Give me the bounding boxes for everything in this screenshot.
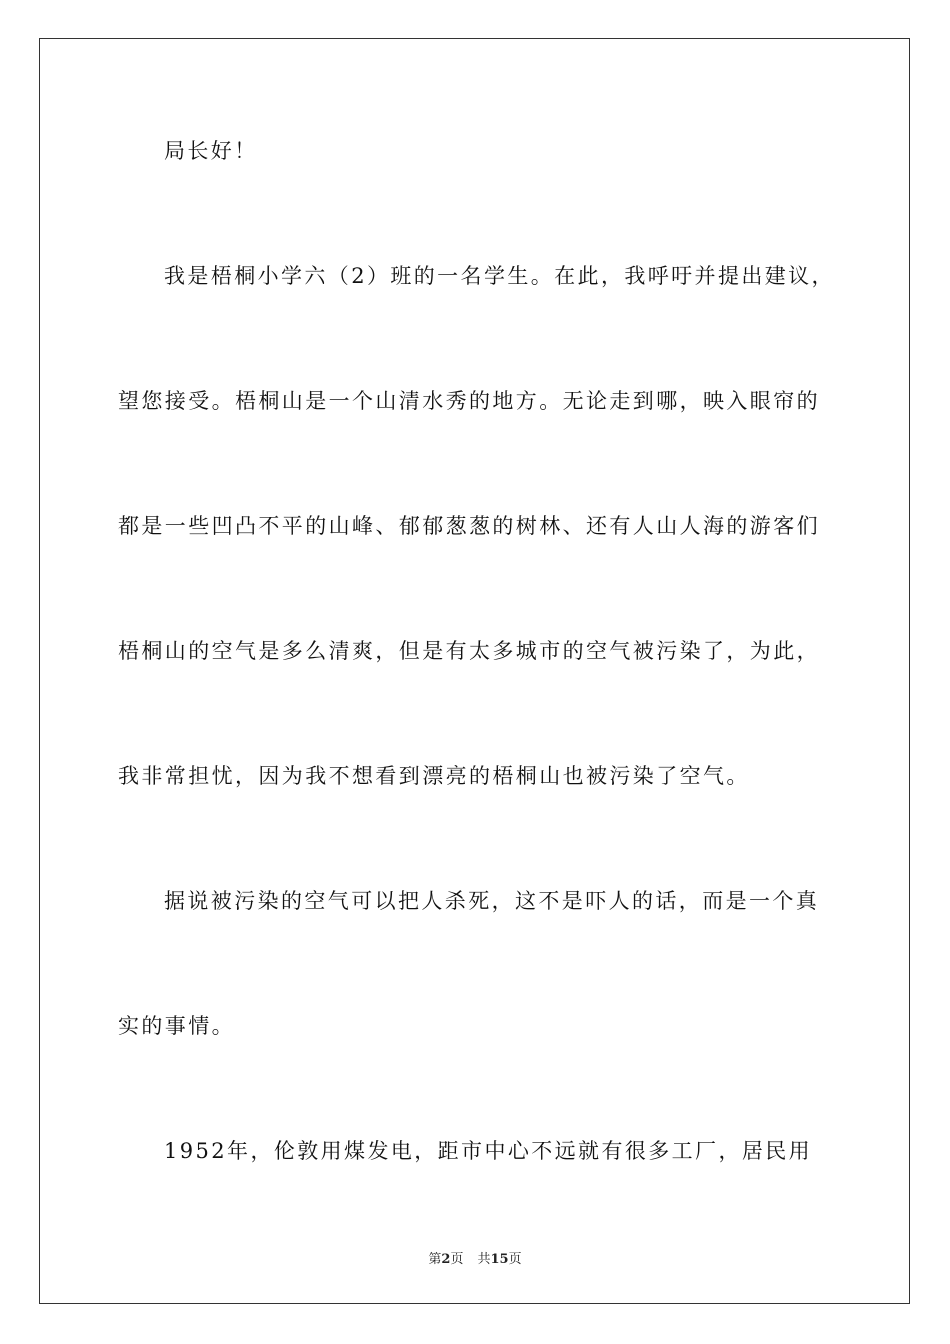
paragraph-line: 我是梧桐小学六（2）班的一名学生。在此，我呼吁并提出建议， bbox=[164, 264, 835, 288]
paragraph-line: 都是一些凹凸不平的山峰、郁郁葱葱的树林、还有人山人海的游客们 bbox=[118, 514, 820, 538]
page-label-suffix: 页 bbox=[450, 1252, 464, 1267]
paragraph-line: 梧桐山的空气是多么清爽，但是有太多城市的空气被污染了，为此， bbox=[118, 639, 820, 663]
salutation-line: 局长好！ bbox=[164, 139, 258, 163]
total-label-suffix: 页 bbox=[508, 1252, 522, 1267]
page-number: 2 bbox=[441, 1252, 451, 1267]
paragraph-line: 1952年，伦敦用煤发电，距市中心不远就有很多工厂，居民用 bbox=[164, 1139, 813, 1163]
paragraph-line: 望您接受。梧桐山是一个山清水秀的地方。无论走到哪，映入眼帘的 bbox=[118, 389, 820, 413]
total-label-prefix: 共 bbox=[477, 1252, 491, 1267]
paragraph-line: 我非常担忧，因为我不想看到漂亮的梧桐山也被污染了空气。 bbox=[118, 764, 750, 788]
total-pages: 15 bbox=[490, 1252, 509, 1267]
paragraph-line: 实的事情。 bbox=[118, 1014, 235, 1038]
page-label-prefix: 第 bbox=[428, 1252, 442, 1267]
page-footer bbox=[0, 1248, 950, 1267]
page-border bbox=[39, 38, 910, 1304]
paragraph-line: 据说被污染的空气可以把人杀死，这不是吓人的话，而是一个真 bbox=[164, 889, 820, 913]
